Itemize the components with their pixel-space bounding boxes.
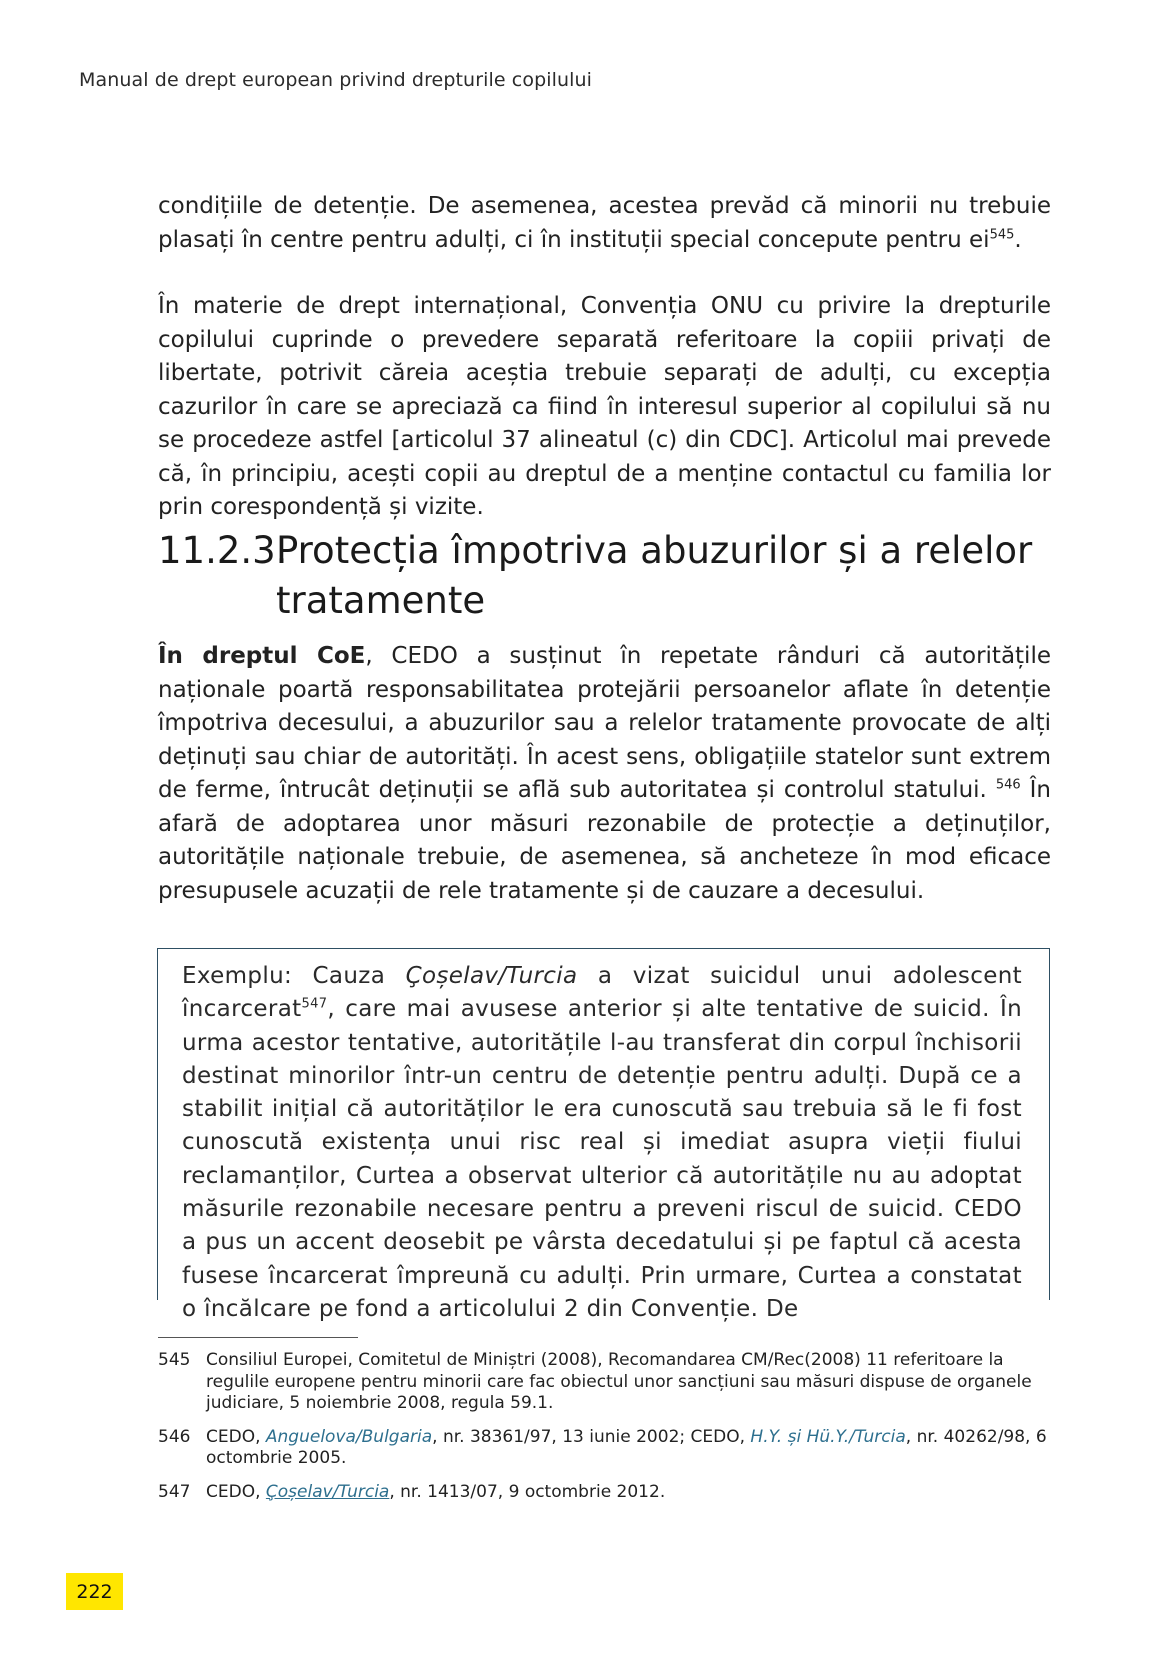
example-text <box>182 960 1022 1326</box>
footnote-text-mid: , nr. 38361/97, 13 iunie 2002; CEDO, <box>432 1426 751 1447</box>
footnote-text-pre: CEDO, <box>206 1481 266 1502</box>
section-title-line2: tratamente <box>276 579 486 622</box>
section-title-line1: Protecția împotriva abuzurilor și a relelor <box>276 529 1033 572</box>
case-link-hy-huy[interactable]: H.Y. și Hü.Y./Turcia <box>750 1426 906 1447</box>
footnote-text-pre: CEDO, <box>206 1426 266 1447</box>
paragraph-1 <box>158 190 1051 257</box>
example-intro: Exemplu: Cauza <box>182 963 406 989</box>
section-heading <box>158 526 1051 626</box>
paragraph-1-text: condițiile de detenție. De asemenea, acestea prevăd că minorii nu trebuie plasați în centre pentru adulți, ci în instituții special concepute pentru ei <box>158 193 1051 253</box>
running-header: Manual de drept european privind drepturile copilului <box>79 69 593 91</box>
footnote-divider <box>158 1337 358 1338</box>
footnote-number: 545 <box>158 1350 191 1370</box>
footnotes <box>158 1350 1051 1515</box>
footnote-number: 546 <box>158 1426 191 1447</box>
footnote-text: Consiliul Europei, Comitetul de Miniștri (2008), Recomandarea CM/Rec(2008) 11 referitoare la regulile europene pentru minorii care fac obiectul unor sancțiuni sau măsuri dispuse de organele judiciare, 5 noiembrie 2008, regula 59.1. <box>206 1350 1032 1413</box>
footnote-ref-545[interactable]: 545 <box>989 226 1015 242</box>
footnote-547 <box>158 1482 1051 1504</box>
paragraph-1-tail: . <box>1014 226 1022 253</box>
page-number: 222 <box>66 1573 123 1610</box>
footnote-546 <box>158 1427 1051 1470</box>
footnote-ref-546[interactable]: 546 <box>995 777 1021 793</box>
footnote-ref-547[interactable]: 547 <box>301 996 328 1012</box>
paragraph-3 <box>158 640 1051 908</box>
paragraph-3-text-a: , CEDO a susținut în repetate rânduri că autoritățile naționale poartă responsabilitatea protejării persoanelor aflate în detenție împotriva decesului, a abuzurilor sau a relelor tratamente provocate de alți deținuți sau chiar de autorități. În acest sens, obligațiile statelor sunt extrem de ferme, întrucât deținuții se află sub autoritatea și controlul statului. <box>158 643 1051 803</box>
footnote-text-post: , nr. 40262/98, 6 octombrie 2005. <box>206 1426 1047 1468</box>
footnote-number: 547 <box>158 1481 191 1502</box>
case-link-anguelova[interactable]: Anguelova/Bulgaria <box>265 1426 433 1447</box>
example-text-a: a vizat suicidul unui adolescent încarcerat <box>182 963 1022 1023</box>
example-text-b: , care mai avusese anterior și alte tentative de suicid. În urma acestor tentative, autoritățile l-au transferat din corpul închisorii destinat minorilor într-un centru de detenție pentru adulți. După ce a stabilit inițial că autorităților le era cunoscută sau trebuia să le fi fost cunoscută existența unui risc real și imediat asupra vieții fiului reclamanților, Curtea a observat ulterior că autoritățile nu au adoptat măsurile rezonabile necesare pentru a preveni riscul de suicid. CEDO a pus un accent deosebit pe vârsta decedatului și pe faptul că acesta fusese încarcerat împreună cu adulți. Prin urmare, Curtea a constatat o încălcare pe fond a articolului 2 din Convenție. De <box>182 996 1022 1322</box>
footnote-text-post: , nr. 1413/07, 9 octombrie 2012. <box>389 1481 666 1502</box>
example-case-name: Çoșelav/Turcia <box>405 963 578 989</box>
example-box <box>157 948 1050 1322</box>
paragraph-3-text-b: În afară de adoptarea unor măsuri rezonabile de protecție a deținuților, autoritățile naționale trebuie, de asemenea, să ancheteze în mod eficace presupusele acuzații de rele tratamente și de cauzare a decesului. <box>158 777 1052 904</box>
case-link-coselav[interactable]: Çoșelav/Turcia <box>265 1481 390 1502</box>
footnote-545 <box>158 1350 1051 1415</box>
section-number: 11.2.3. <box>158 529 288 572</box>
paragraph-2: În materie de drept internațional, Convenția ONU cu privire la drepturile copilului cuprinde o prevedere separată referitoare la copiii privați de libertate, potrivit căreia aceștia trebuie separați de adulți, cu excepția cazurilor în care se apreciază ca fiind în interesul superior al copilului să nu se procedeze astfel [articolul 37 alineatul (c) din CDC]. Articolul mai prevede că, în principiu, acești copii au dreptul de a menține contactul cu familia lor prin corespondență și vizite. <box>158 293 1051 520</box>
paragraph-3-lead: În dreptul CoE <box>158 643 366 669</box>
